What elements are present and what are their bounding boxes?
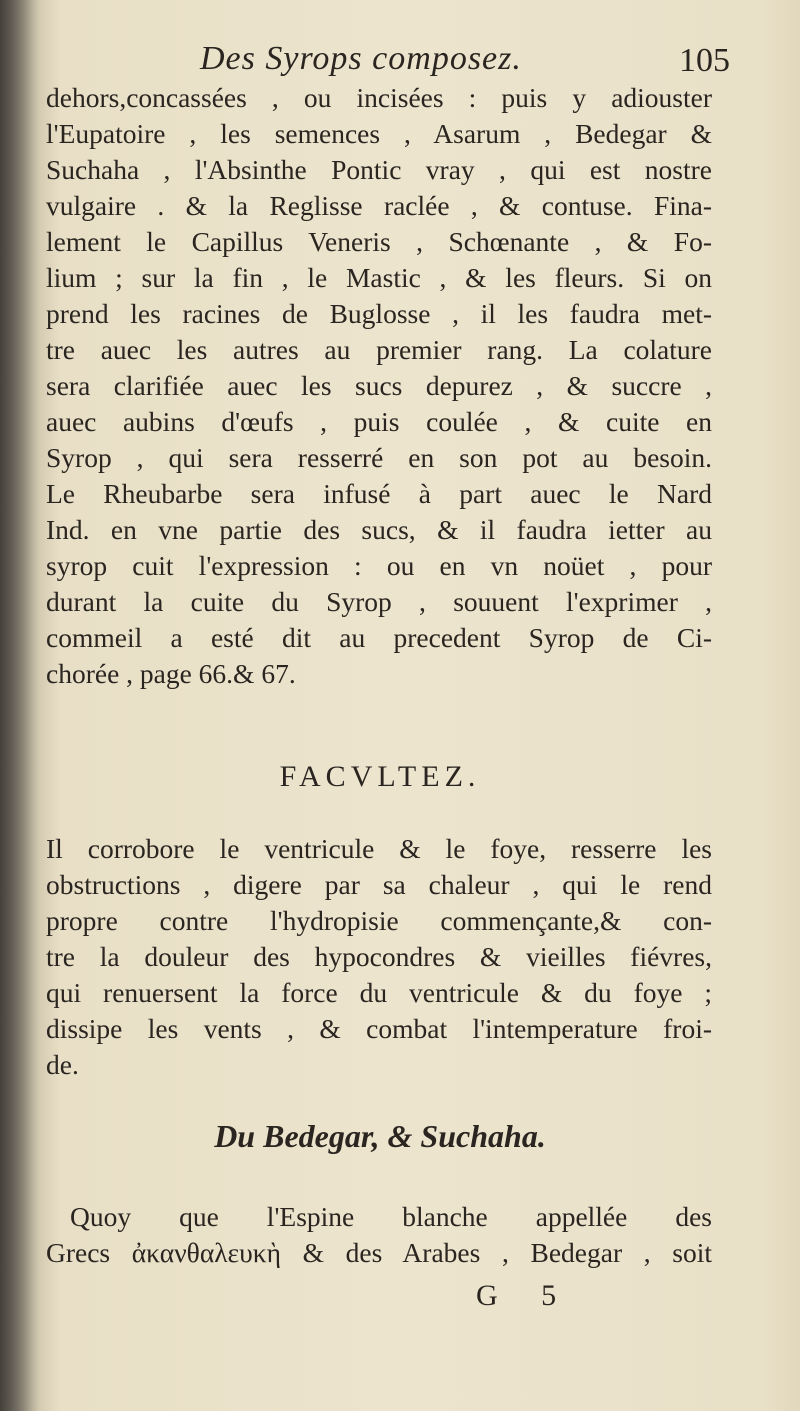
paragraph-faculties bbox=[46, 831, 712, 1083]
text-line: propre contre l'hydropisie commençante,& con- bbox=[46, 905, 712, 936]
text-line: qui renuersent la force du ventricule & du foye ; bbox=[46, 977, 712, 1008]
section-heading-facultez: FACVLTEZ. bbox=[279, 760, 481, 793]
text-line: dehors,concassées , ou incisées : puis y adiouster bbox=[46, 82, 712, 113]
text-line: durant la cuite du Syrop , souuent l'exprimer , bbox=[46, 586, 712, 617]
text-line: auec aubins d'œufs , puis coulée , & cuite en bbox=[46, 406, 712, 437]
text-line: tre la douleur des hypocondres & vieilles fiévres, bbox=[46, 941, 712, 972]
text-line: Il corrobore le ventricule & le foye, resserre les bbox=[46, 833, 712, 864]
text-line: vulgaire . & la Reglisse raclée , & contuse. Fina- bbox=[46, 190, 712, 221]
text-line: prend les racines de Buglosse , il les faudra met- bbox=[46, 298, 712, 329]
text-line: Syrop , qui sera resserré en son pot au besoin. bbox=[46, 442, 712, 473]
text-line: Le Rheubarbe sera infusé à part auec le Nard bbox=[46, 478, 712, 509]
page-number: 105 bbox=[679, 42, 730, 79]
text-line: syrop cuit l'expression : ou en vn noüet , pour bbox=[46, 550, 712, 581]
text-line: obstructions , digere par sa chaleur , qui le rend bbox=[46, 869, 712, 900]
text-line: lium ; sur la fin , le Mastic , & les fleurs. Si on bbox=[46, 262, 712, 293]
running-title: Des Syrops composez. bbox=[200, 40, 522, 77]
text-line: Quoy que l'Espine blanche appellée des bbox=[70, 1201, 712, 1232]
text-line: de. bbox=[46, 1049, 79, 1080]
text-line: sera clarifiée auec les sucs depurez , & succre , bbox=[46, 370, 712, 401]
spine-shadow bbox=[0, 0, 40, 1411]
text-line: commeil a esté dit au precedent Syrop de Ci- bbox=[46, 622, 712, 653]
text-line: tre auec les autres au premier rang. La colature bbox=[46, 334, 712, 365]
text-line: Ind. en vne partie des sucs, & il faudra ietter au bbox=[46, 514, 712, 545]
paragraph-preparation bbox=[46, 80, 712, 692]
paragraph-bedegar bbox=[46, 1199, 712, 1271]
signature-mark: G 5 bbox=[476, 1279, 575, 1312]
text-line: lement le Capillus Veneris , Schœnante , & Fo- bbox=[46, 226, 712, 257]
text-line: dissipe les vents , & combat l'intemperature froi- bbox=[46, 1013, 712, 1044]
text-line: l'Eupatoire , les semences , Asarum , Bedegar & bbox=[46, 118, 712, 149]
text-line: Suchaha , l'Absinthe Pontic vray , qui est nostre bbox=[46, 154, 712, 185]
section-heading-bedegar: Du Bedegar, & Suchaha. bbox=[214, 1118, 546, 1154]
text-line: Grecs ἀκανθαλευκὴ & des Arabes , Bedegar , soit bbox=[46, 1237, 712, 1268]
text-line: chorée , page 66.& 67. bbox=[46, 658, 296, 689]
